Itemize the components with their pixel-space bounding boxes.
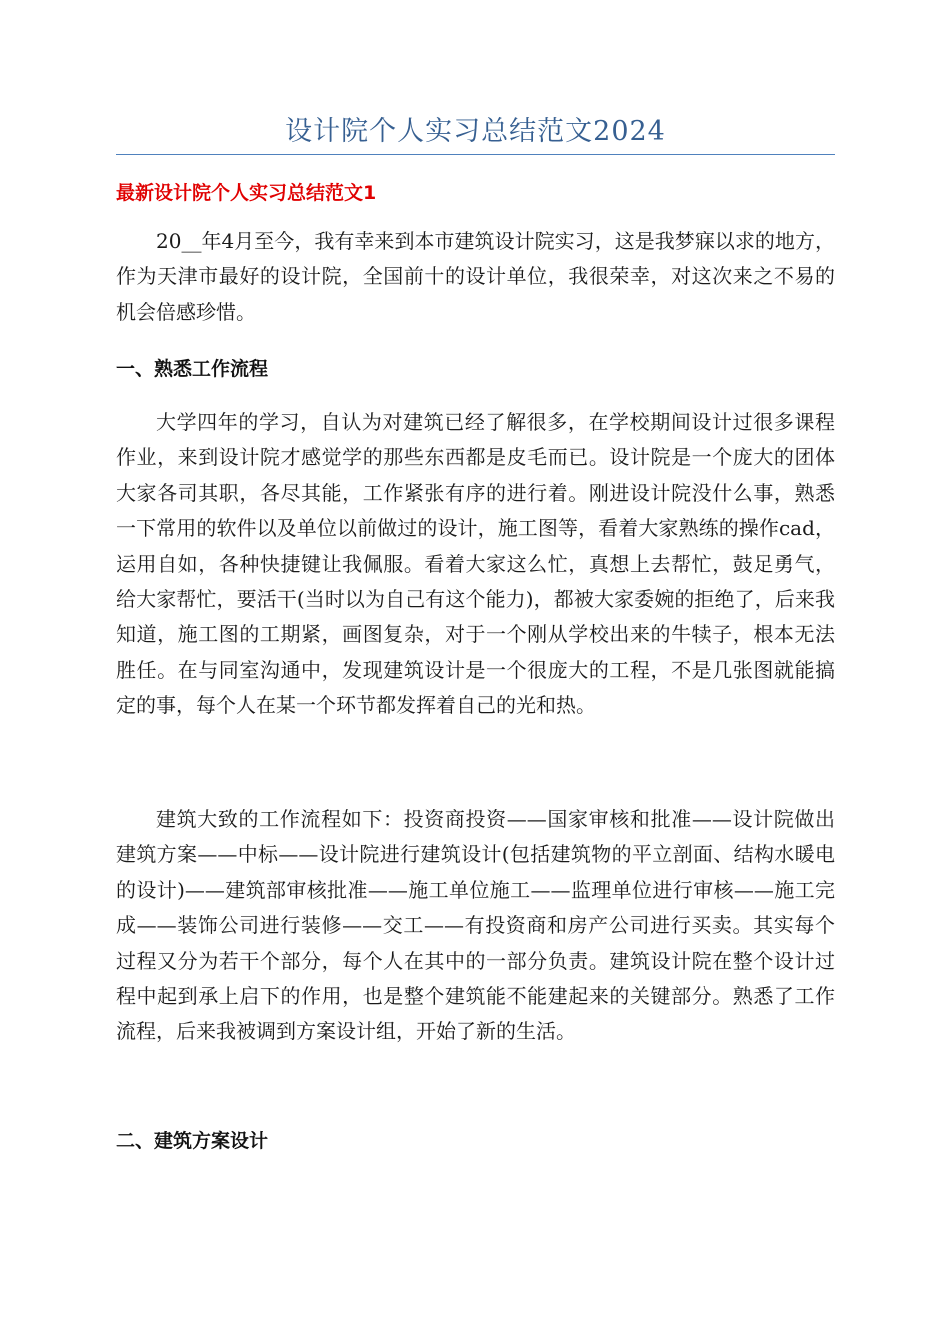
- document-title: 设计院个人实习总结范文2024: [285, 116, 666, 147]
- paragraph-intro: 20__年4月至今，我有幸来到本市建筑设计院实习，这是我梦寐以求的地方，作为天津市最好的设计院，全国前十的设计单位，我很荣幸，对这次来之不易的机会倍感珍惜。: [116, 229, 835, 324]
- paragraph-workflow-steps: 建筑大致的工作流程如下：投资商投资——国家审核和批准——设计院做出建筑方案——中标——设计院进行建筑设计(包括建筑物的平立剖面、结构水暖电的设计)——建筑部审核批准——施工单位施工——监理单位进行审核——施工完成——装饰公司进行装修——交工——有投资商和房产公司进行买卖。其实每个过程又分为若干个部分，每个人在其中的一部分负责。建筑设计院在整个设计过程中起到承上启下的作用，也是整个建筑能不能建起来的关键部分。熟悉了工作流程，后来我被调到方案设计组，开始了新的生活。: [116, 807, 835, 1044]
- paragraph-study-experience: 大学四年的学习，自认为对建筑已经了解很多，在学校期间设计过很多课程作业，来到设计院才感觉学的那些东西都是皮毛而已。设计院是一个庞大的团体大家各司其职，各尽其能，工作紧张有序的进行着。刚进设计院没什么事，熟悉一下常用的软件以及单位以前做过的设计，施工图等，看着大家熟练的操作cad，运用自如，各种快捷键让我佩服。看着大家这么忙，真想上去帮忙，鼓足勇气，给大家帮忙，要活干(当时以为自己有这个能力)，都被大家委婉的拒绝了，后来我知道，施工图的工期紧，画图复杂，对于一个刚从学校出来的牛犊子，根本无法胜任。在与同室沟通中，发现建筑设计是一个很庞大的工程，不是几张图就能搞定的事，每个人在某一个环节都发挥着自己的光和热。: [116, 410, 835, 718]
- heading-architectural-design: 二、建筑方案设计: [116, 1130, 269, 1152]
- title-underline-divider: [116, 154, 835, 155]
- heading-familiarize-workflow: 一、熟悉工作流程: [116, 358, 269, 380]
- section-heading: 最新设计院个人实习总结范文1: [116, 182, 377, 204]
